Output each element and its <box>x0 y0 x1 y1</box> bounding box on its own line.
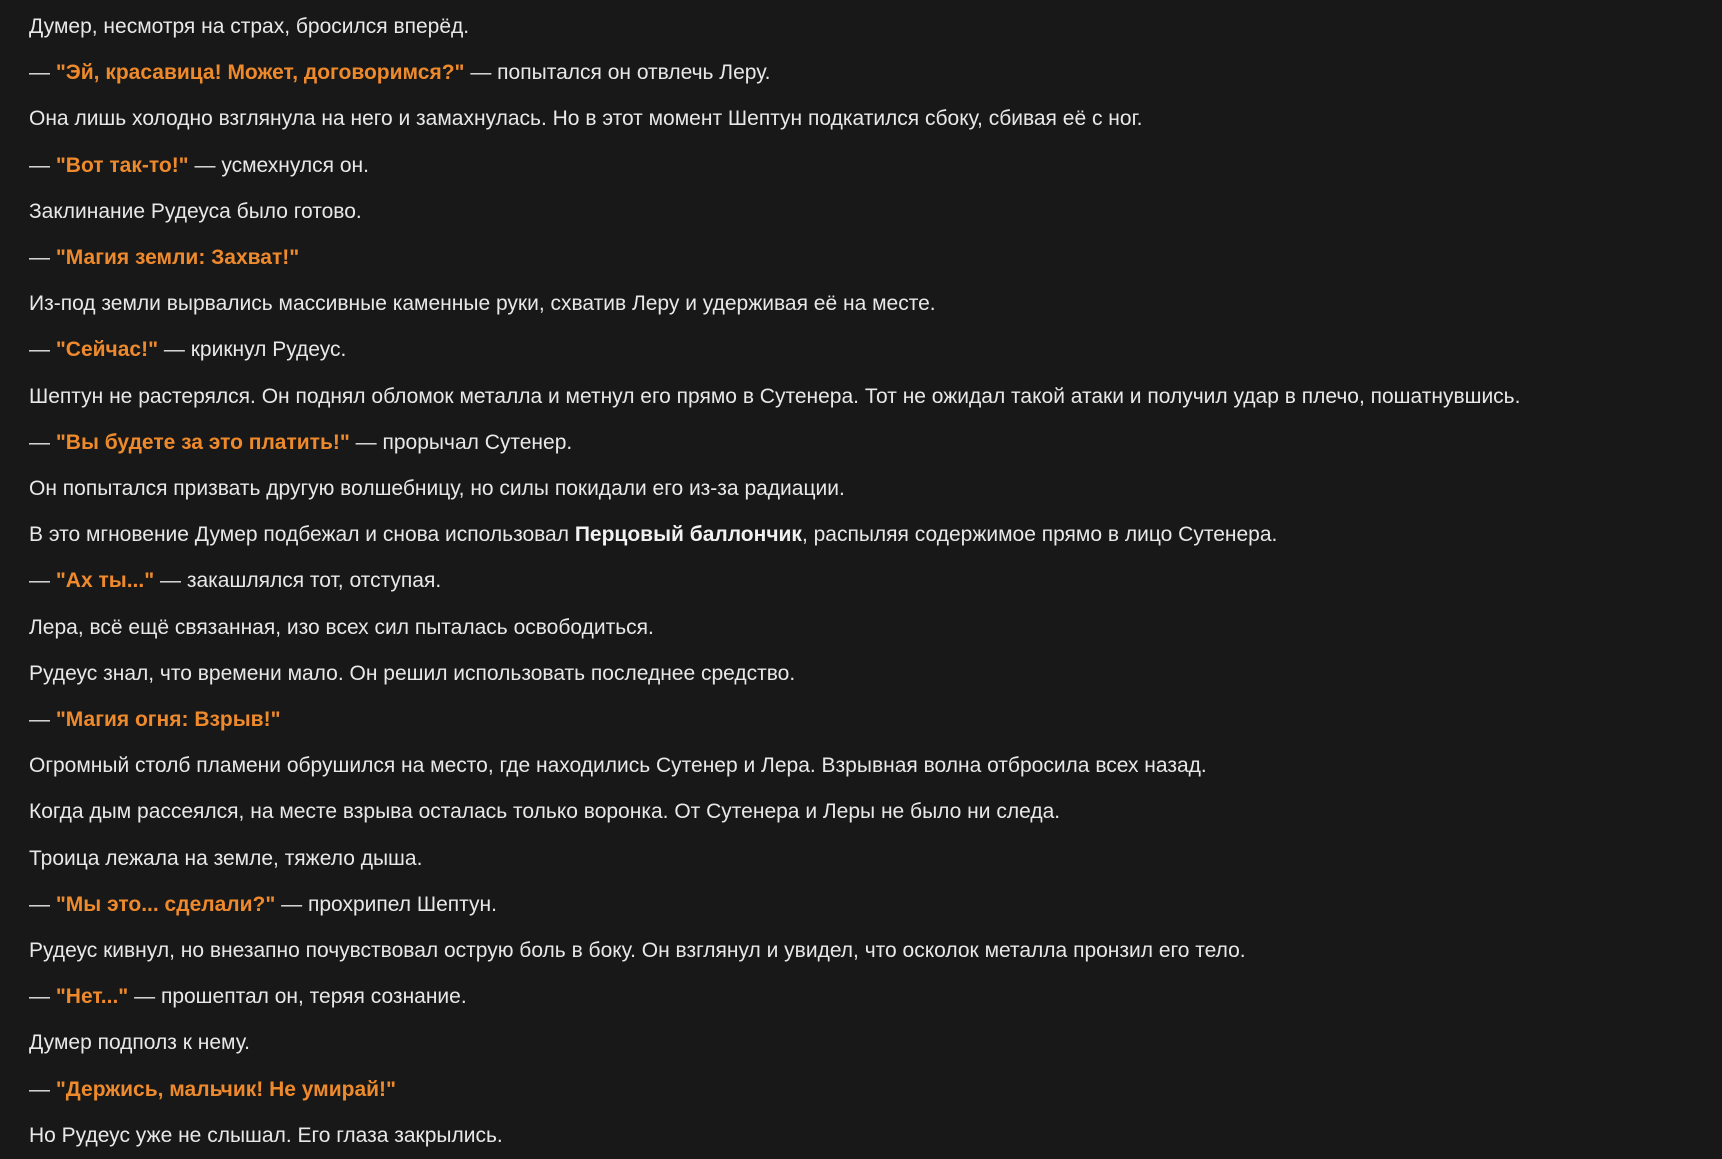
paragraph: Думер, несмотря на страх, бросился вперёд. <box>29 15 470 38</box>
paragraph: Огромный столб пламени обрушился на место, где находились Сутенер и Лера. Взрывная волна отбросила всех назад. <box>29 754 1207 778</box>
story-text <box>29 4 1709 1159</box>
paragraph: Троица лежала на земле, тяжело дыша. <box>29 846 423 870</box>
dialogue-speech: "Эй, красавица! Может, договоримся?" <box>55 61 465 85</box>
dialogue-line: — "Держись, мальчик! Не умирай!" <box>29 1077 396 1101</box>
dialogue-line: — "Ах ты..." — закашлялся тот, отступая. <box>29 569 442 593</box>
paragraph: Заклинание Рудеуса было готово. <box>29 199 362 223</box>
paragraph-with-emphasis: В это мгновение Думер подбежал и снова использовал Перцовый баллончик, распыляя содержимое прямо в лицо Сутенера. <box>29 523 1278 547</box>
paragraph: Он попытался призвать другую волшебницу, но силы покидали его из-за радиации. <box>29 477 845 501</box>
dialogue-line: — "Мы это... сделали?" — прохрипел Шептун. <box>29 892 497 916</box>
paragraph: Рудеус знал, что времени мало. Он решил использовать последнее средство. <box>29 661 796 685</box>
dialogue-speech: "Мы это... сделали?" <box>55 892 276 916</box>
dialogue-line: — "Вот так-то!" — усмехнулся он. <box>29 153 369 177</box>
dialogue-speech: "Магия земли: Захват!" <box>55 246 300 270</box>
item-name-emphasis: Перцовый баллончик <box>574 523 802 547</box>
dialogue-speech: "Сейчас!" <box>55 338 159 362</box>
paragraph: Шептун не растерялся. Он поднял обломок металла и метнул его прямо в Сутенера. Тот не ожидал такой атаки и получил удар в плечо, пошатнувшись. <box>29 384 1521 408</box>
dialogue-speech: "Вот так-то!" <box>55 153 189 177</box>
dialogue-line: — "Магия земли: Захват!" <box>29 246 300 270</box>
paragraph: Из-под земли вырвались массивные каменные руки, схватив Леру и удерживая её на месте. <box>29 292 936 316</box>
paragraph: Но Рудеус уже не слышал. Его глаза закрылись. <box>29 1123 503 1147</box>
dialogue-line: — "Сейчас!" — крикнул Рудеус. <box>29 338 347 362</box>
paragraph: Она лишь холодно взглянула на него и замахнулась. Но в этот момент Шептун подкатился сбоку, сбивая её с ног. <box>29 107 1143 131</box>
dialogue-line: — "Магия огня: Взрыв!" <box>29 708 281 732</box>
dialogue-speech: "Ах ты..." <box>55 569 155 593</box>
dialogue-line: — "Нет..." — прошептал он, теряя сознание. <box>29 985 467 1009</box>
dialogue-line: — "Вы будете за это платить!" — прорычал Сутенер. <box>29 430 573 454</box>
paragraph: Рудеус кивнул, но внезапно почувствовал острую боль в боку. Он взглянул и увидел, что осколок металла пронзил его тело. <box>29 939 1246 963</box>
dialogue-speech: "Магия огня: Взрыв!" <box>55 708 281 732</box>
dialogue-line: — "Эй, красавица! Может, договоримся?" — попытался он отвлечь Леру. <box>29 61 771 85</box>
paragraph: Когда дым рассеялся, на месте взрыва осталась только воронка. От Сутенера и Леры не было ни следа. <box>29 800 1061 824</box>
dialogue-speech: "Держись, мальчик! Не умирай!" <box>55 1077 396 1101</box>
dialogue-speech: "Вы будете за это платить!" <box>55 430 350 454</box>
paragraph: Думер подполз к нему. <box>29 1031 250 1055</box>
paragraph: Лера, всё ещё связанная, изо всех сил пыталась освободиться. <box>29 615 654 639</box>
dialogue-speech: "Нет..." <box>55 985 129 1009</box>
